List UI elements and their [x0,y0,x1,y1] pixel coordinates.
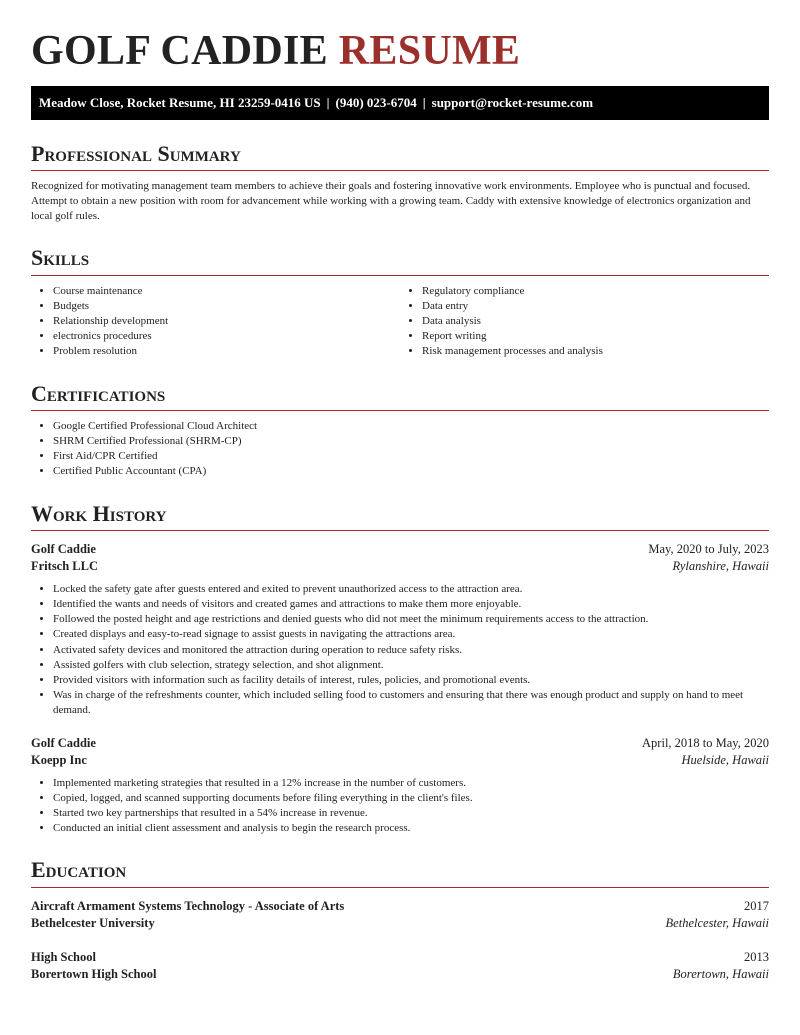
education-degree-row [31,949,769,967]
education-school: Bethelcester University [31,916,155,931]
list-item: • Data analysis [422,314,769,329]
list-item: • Copied, logged, and scanned supporting documents before filing everything in the client's files. [53,791,769,806]
contact-phone: (940) 023-6704 [335,95,417,111]
education-degree: Aircraft Armament Systems Technology - Associate of Arts [31,898,345,913]
job-entry [31,541,769,719]
education-location: Bethelcester, Hawaii [665,916,769,931]
certifications-heading: Certifications [31,382,769,411]
education-school-row [31,966,769,984]
job-location: Rylanshire, Hawaii [672,559,769,574]
education-school-row [31,915,769,933]
list-item: • Started two key partnerships that resulted in a 54% increase in revenue. [53,806,769,821]
education-location: Borertown, Hawaii [672,967,769,982]
list-item: • Implemented marketing strategies that resulted in a 12% increase in the number of customers. [53,776,769,791]
job-location: Huelside, Hawaii [681,753,769,768]
job-company-row [31,558,769,576]
title-accent: RESUME [338,28,521,74]
list-item: • Budgets [53,299,400,314]
list-item: • Provided visitors with information such as facility details of interest, rules, policies, and promotional events. [53,673,769,688]
job-role: Golf Caddie [31,735,96,750]
job-dates: May, 2020 to July, 2023 [648,541,769,556]
list-item: • Problem resolution [53,344,400,359]
skills-section [31,246,769,359]
list-item: • Conducted an initial client assessment and analysis to begin the research process. [53,821,769,836]
contact-separator: | [326,95,330,111]
list-item: • Course maintenance [53,284,400,299]
skills-list-right [400,284,769,360]
contact-address: Meadow Close, Rocket Resume, HI 23259-0416 US [39,95,321,111]
education-degree-row [31,898,769,916]
list-item: • Identified the wants and needs of visitors and created games and attractions to make them more enjoyable. [53,597,769,612]
skills-grid [31,276,769,360]
summary-section [31,142,769,224]
list-item: • Relationship development [53,314,400,329]
list-item: • Google Certified Professional Cloud Architect [53,419,769,434]
list-item: • Assisted golfers with club selection, strategy selection, and shot alignment. [53,658,769,673]
list-item: • Followed the posted height and age restrictions and denied guests who did not meet the minimum requirements access to the attraction. [53,612,769,627]
job-entry [31,735,769,837]
skills-list-left [31,284,400,360]
list-item: • Created displays and easy-to-read signage to assist guests in navigating the attractions area. [53,627,769,642]
education-year: 2017 [744,898,769,913]
list-item: • Locked the safety gate after guests entered and exited to prevent unauthorized access to the attraction area. [53,582,769,597]
list-item: • Was in charge of the refreshments counter, which included selling food to customers and ensuring that there was enough product and supply on hand to meet demand. [53,688,769,718]
list-item: • Regulatory compliance [422,284,769,299]
summary-heading: Professional Summary [31,142,769,171]
job-company: Fritsch LLC [31,559,99,574]
job-dates: April, 2018 to May, 2020 [642,735,769,750]
job-bullets [31,776,769,837]
education-entry [31,949,769,984]
summary-text: Recognized for motivating management team members to achieve their goals and fostering innovative work environments. Employee who is punctual and focused. Attempt to obtain a new position with room for advancement while working with a growing team. Caddy with extensive knowledge of electronics organization and local golf rules. [31,180,751,223]
education-degree: High School [31,949,96,964]
title-name: GOLF CADDIE [31,28,328,74]
list-item: • SHRM Certified Professional (SHRM-CP) [53,434,769,449]
contact-email[interactable]: support@rocket-resume.com [431,95,594,111]
job-header-row [31,735,769,753]
certifications-list [31,419,769,480]
education-section [31,858,769,983]
education-school: Borertown High School [31,967,157,982]
job-bullets [31,582,769,719]
list-item: • electronics procedures [53,329,400,344]
list-item: • First Aid/CPR Certified [53,449,769,464]
certifications-section [31,382,769,480]
contact-separator: | [422,95,426,111]
job-role: Golf Caddie [31,541,96,556]
job-company-row [31,752,769,770]
work-history-heading: Work History [31,502,769,531]
work-history-section [31,502,769,837]
skills-heading: Skills [31,246,769,275]
job-company: Koepp Inc [31,753,87,768]
list-item: • Risk management processes and analysis [422,344,769,359]
list-item: • Data entry [422,299,769,314]
list-item: • Activated safety devices and monitored the attraction during operation to reduce safety risks. [53,643,769,658]
list-item: • Certified Public Accountant (CPA) [53,464,769,479]
education-entry [31,898,769,933]
education-year: 2013 [744,949,769,964]
contact-bar [31,86,769,120]
job-header-row [31,541,769,559]
education-heading: Education [31,858,769,887]
list-item: • Report writing [422,329,769,344]
resume-title [31,28,769,74]
